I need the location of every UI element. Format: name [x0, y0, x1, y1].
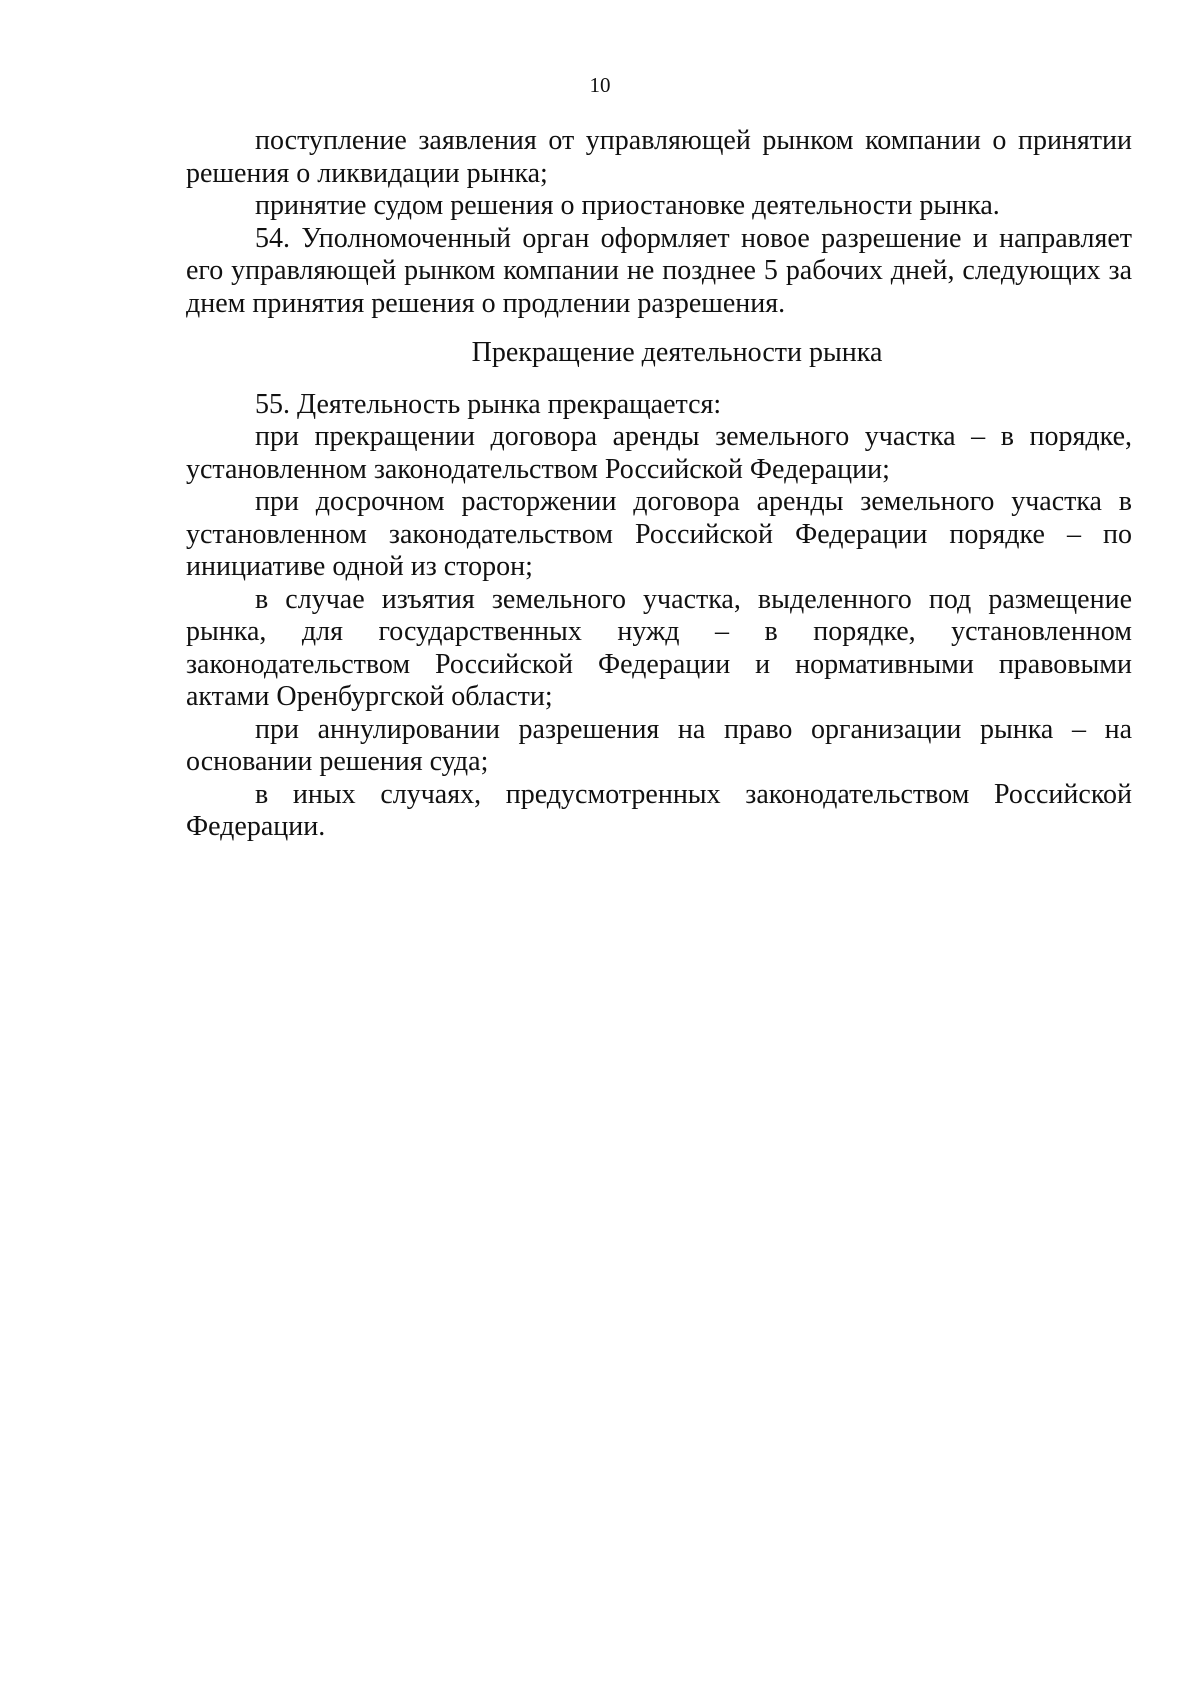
paragraph-lease-termination: при прекращении договора аренды земельного участка – в порядке, установленном законодательством Российской Федерации;: [186, 421, 1132, 485]
paragraph-permit-annulment: при аннулировании разрешения на право организации рынка – на основании решения суда;: [186, 713, 1132, 777]
paragraph-item-54: 54. Уполномоченный орган оформляет новое разрешение и направляет его управляющей рынком компании не позднее 5 рабочих дней, следующих за днем принятия решения о продлении разрешения.: [186, 222, 1132, 319]
paragraph-other-cases: в иных случаях, предусмотренных законодательством Российской Федерации.: [186, 778, 1132, 842]
paragraph-court-suspension: принятие судом решения о приостановке деятельности рынка.: [255, 190, 1000, 221]
paragraph-item-55: 55. Деятельность рынка прекращается:: [255, 388, 722, 420]
paragraph-liquidation-application: поступление заявления от управляющей рынком компании о принятии решения о ликвидации рынка;: [186, 125, 1132, 189]
page-number: 10: [589, 73, 611, 97]
document-body: [186, 125, 1132, 844]
section-heading: Прекращение деятельности рынка: [471, 337, 883, 368]
paragraph-early-lease-termination: при досрочном расторжении договора аренды земельного участка в установленном законодательством Российской Федерации порядке – по инициативе одной из сторон;: [186, 486, 1132, 582]
paragraph-land-seizure: в случае изъятия земельного участка, выделенного под размещение рынка, для государственных нужд – в порядке, установленном законодательством Российской Федерации и нормативными правовыми актами Оренбургской области;: [186, 583, 1132, 712]
